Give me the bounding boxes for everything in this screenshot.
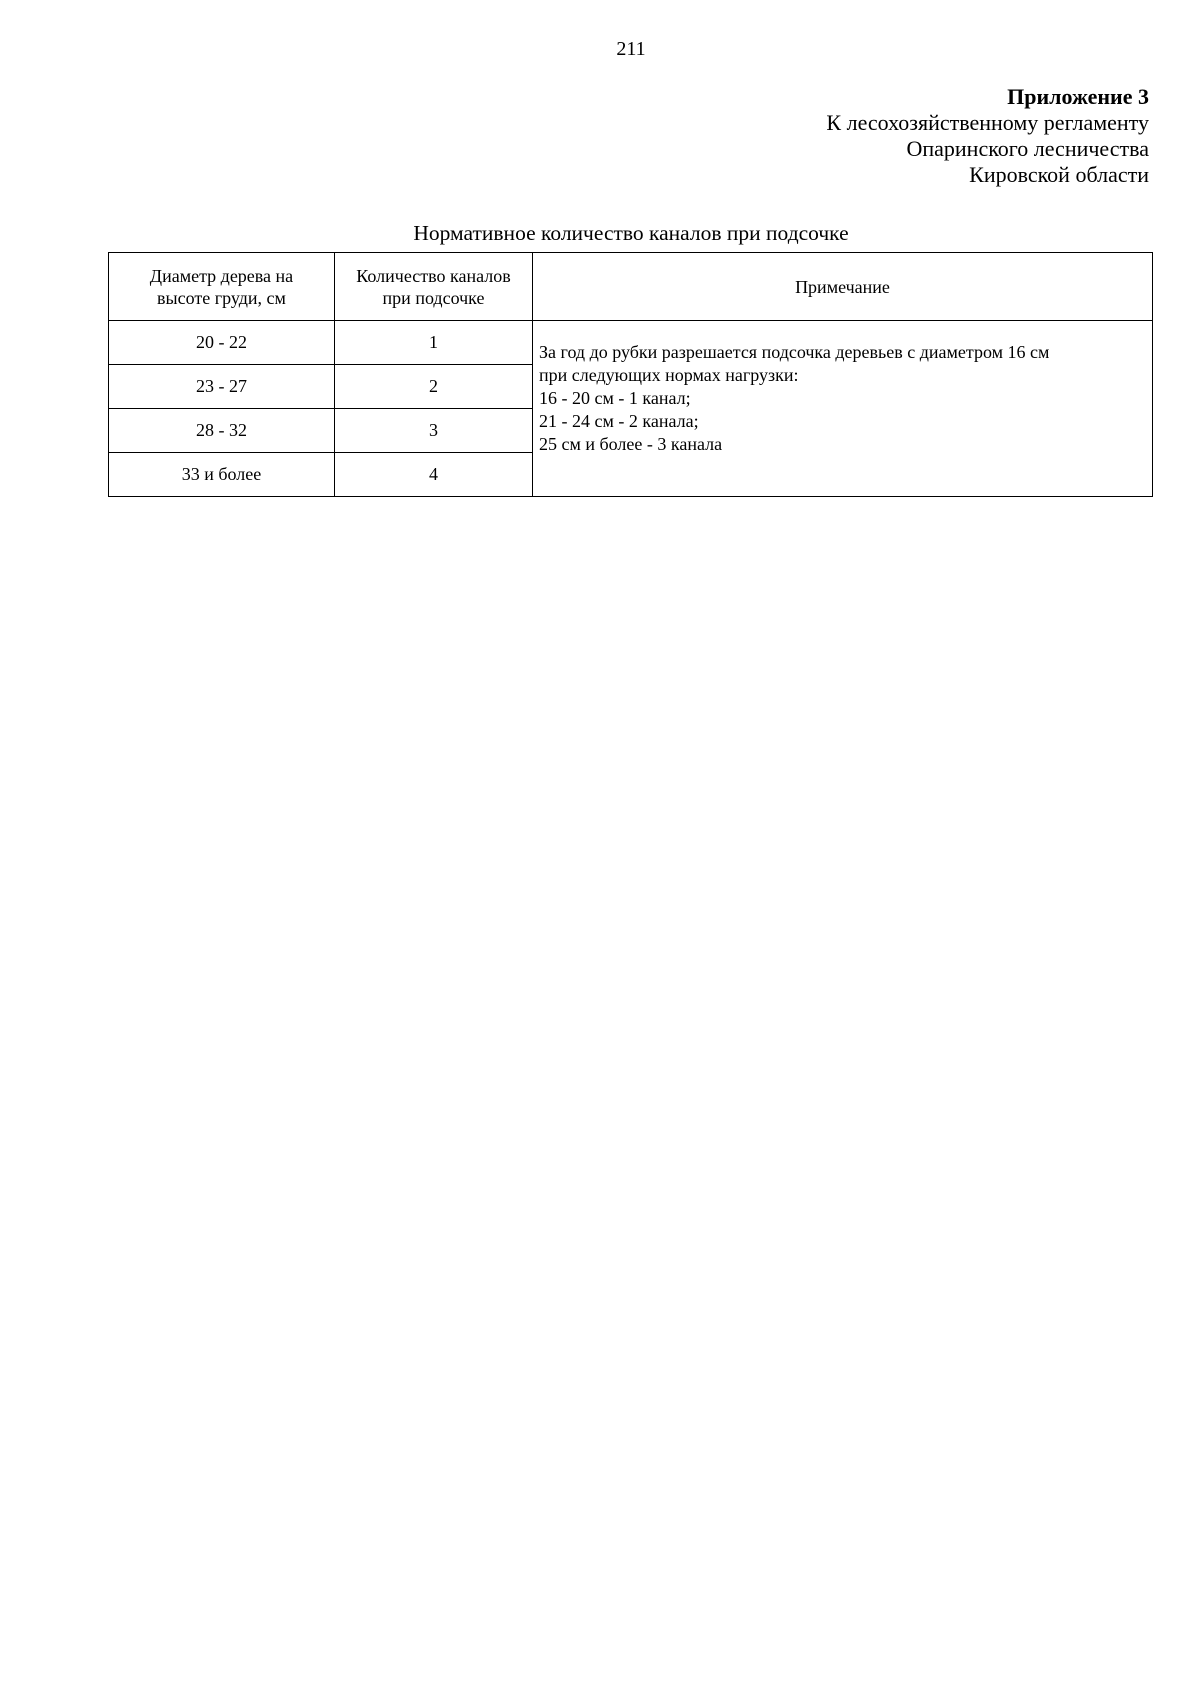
note-line: За год до рубки разрешается подсочка деревьев с диаметром 16 см: [539, 342, 1050, 362]
header-diameter: [109, 253, 335, 321]
channels-cell: 2: [335, 365, 533, 409]
diameter-cell: 20 - 22: [109, 321, 335, 365]
header-channels: [335, 253, 533, 321]
header-diameter-line: высоте груди, см: [157, 287, 286, 308]
table-title: Нормативное количество каналов при подсочке: [413, 221, 849, 245]
page-number: 211: [616, 38, 646, 60]
note-line: при следующих нормах нагрузки:: [539, 365, 799, 385]
header-note: Примечание: [533, 253, 1153, 321]
appendix-line: Кировской области: [969, 162, 1149, 187]
diameter-cell: 33 и более: [109, 453, 335, 497]
channels-cell: 1: [335, 321, 533, 365]
note-line: 16 - 20 см - 1 канал;: [539, 388, 691, 408]
table-row: [109, 321, 1153, 365]
channels-cell: 3: [335, 409, 533, 453]
appendix-line: К лесохозяйственному регламенту: [826, 110, 1149, 135]
appendix-header: [826, 84, 1149, 188]
diameter-cell: 28 - 32: [109, 409, 335, 453]
note-line: 21 - 24 см - 2 канала;: [539, 411, 699, 431]
table-header-row: [109, 253, 1153, 321]
appendix-title: Приложение 3: [1007, 84, 1149, 109]
diameter-cell: 23 - 27: [109, 365, 335, 409]
appendix-line: Опаринского лесничества: [906, 136, 1149, 161]
header-channels-line: при подсочке: [382, 287, 485, 308]
header-channels-line: Количество каналов: [356, 265, 511, 286]
note-cell: [533, 321, 1153, 497]
header-diameter-line: Диаметр дерева на: [149, 265, 294, 286]
norm-table: [108, 252, 1153, 497]
channels-cell: 4: [335, 453, 533, 497]
note-line: 25 см и более - 3 канала: [539, 434, 723, 454]
